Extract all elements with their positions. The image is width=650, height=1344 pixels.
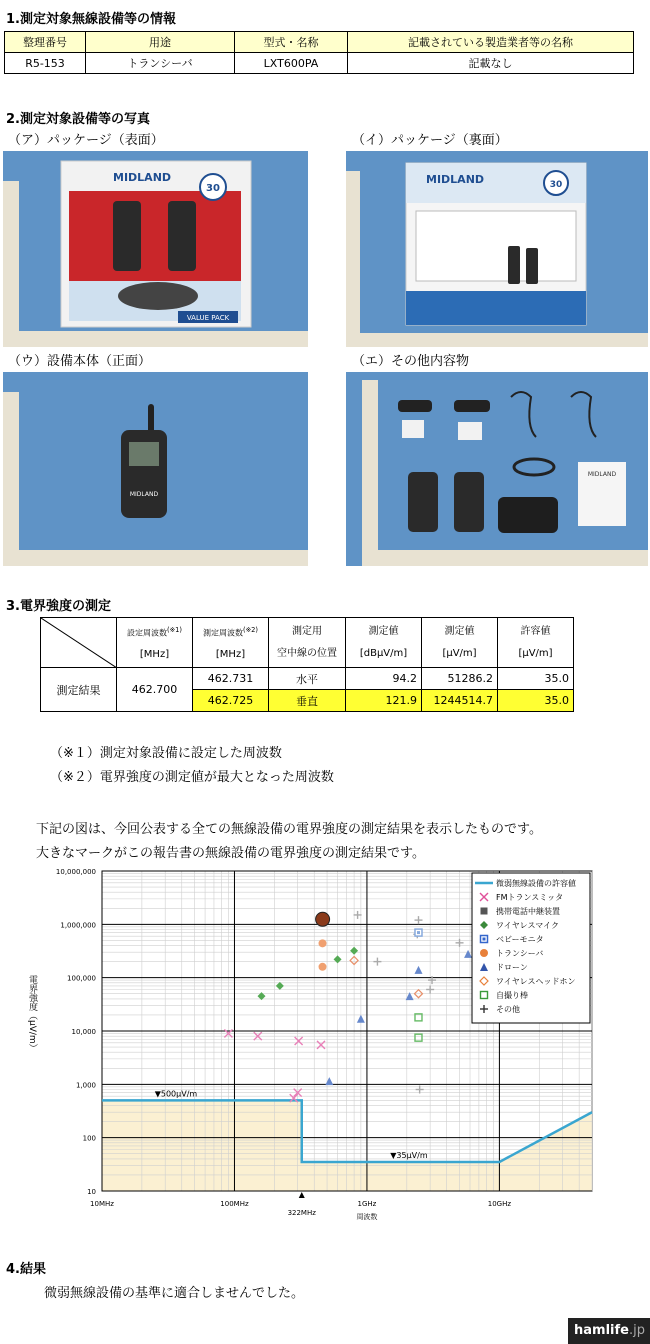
note-2: （※２）電界強度の測定値が最大となった周波数	[50, 770, 334, 785]
cell-usage: トランシーバ	[86, 53, 235, 74]
y-tick-label: 100	[82, 1134, 96, 1143]
cell-model: LXT600PA	[235, 53, 348, 74]
x-tick-label: 100MHz	[220, 1200, 249, 1208]
marker-322-label: 322MHz	[287, 1209, 316, 1217]
legend-symbol	[481, 908, 488, 915]
row1-uv: 51286.2	[422, 668, 498, 690]
section3-title: 3.電界強度の測定	[6, 599, 111, 614]
y-tick-label: 10,000	[71, 1028, 96, 1036]
photo-c-brand: MIDLAND	[129, 491, 159, 498]
header-uv: 測定値 [μV/m]	[422, 618, 498, 668]
photo-c-caption: （ウ）設備本体（正面）	[8, 354, 152, 369]
note-1: （※１）測定対象設備に設定した周波数	[50, 746, 282, 761]
x-tick-label: 10GHz	[487, 1200, 512, 1208]
equipment-info-table	[4, 31, 634, 74]
x-axis-label: 周波数	[356, 1213, 378, 1221]
cell-manufacturer: 記載なし	[348, 53, 634, 74]
photo-b-badge: 30	[549, 180, 563, 190]
y-tick-label: 1,000,000	[60, 921, 96, 930]
row2-uv: 1244514.7	[422, 690, 498, 712]
row2-allow: 35.0	[498, 690, 574, 712]
section2-title: 2.測定対象設備等の写真	[6, 112, 150, 127]
y-axis-label: 電界強度（μV/m）	[27, 975, 37, 1053]
x-tick-label: 10MHz	[90, 1200, 114, 1208]
row1-allow: 35.0	[498, 668, 574, 690]
corner-cell	[41, 618, 117, 668]
legend-symbol-inner	[483, 938, 486, 941]
hamlife-logo: hamlife.jp	[568, 1318, 650, 1344]
legend-label: ドローン	[496, 963, 528, 972]
annotation-500: ▼500μV/m	[154, 1089, 198, 1099]
data-point	[319, 963, 327, 971]
photo-a-caption: （ア）パッケージ（表面）	[8, 133, 164, 148]
y-tick-label: 10	[87, 1188, 96, 1196]
paragraph-line-2: 大きなマークがこの報告書の無線設備の電界強度の測定結果です。	[36, 846, 425, 861]
row2-freq: 462.725	[193, 690, 269, 712]
header-meas-freq: 測定周波数$^{(※2)}$ [MHz]	[193, 618, 269, 668]
header-allow: 許容値 [μV/m]	[498, 618, 574, 668]
row2-dbuv: 121.9	[346, 690, 422, 712]
photo-d-brand: MIDLAND	[587, 471, 617, 478]
photo-d-caption: （エ）その他内容物	[352, 354, 470, 369]
section4-title: 4.結果	[6, 1262, 46, 1277]
y-tick-label: 10,000,000	[55, 868, 96, 876]
legend-label: FMトランスミッタ	[496, 893, 564, 902]
legend-label: ワイヤレスヘッドホン	[496, 977, 576, 986]
x-tick-label: 1GHz	[357, 1200, 377, 1208]
highlight-point	[316, 912, 330, 926]
photo-a-banner: VALUE PACK	[186, 314, 230, 322]
chart-svg	[20, 865, 598, 1225]
row2-pos: 垂直	[269, 690, 346, 712]
photo-b-caption: （イ）パッケージ（裏面）	[352, 133, 508, 148]
cell-number: R5-153	[5, 53, 86, 74]
photo-device-front	[3, 372, 308, 566]
annotation-35: ▼35μV/m	[390, 1150, 428, 1160]
row1-pos: 水平	[269, 668, 346, 690]
row1-freq: 462.731	[193, 668, 269, 690]
row1-dbuv: 94.2	[346, 668, 422, 690]
photo-a-badge: 30	[206, 183, 220, 194]
header-model: 型式・名称	[235, 32, 348, 53]
legend-label: 微弱無線設備の許容値	[496, 879, 576, 888]
photo-package-front	[3, 151, 308, 347]
field-strength-chart	[20, 865, 598, 1225]
header-set-freq: 設定周波数$^{(※1)}$ [MHz]	[117, 618, 193, 668]
legend-label: 自撮り棒	[496, 991, 528, 1000]
section1-title: 1.測定対象無線設備等の情報	[6, 12, 176, 27]
photo-package-back	[346, 151, 648, 347]
legend-label: ベビーモニタ	[496, 935, 544, 944]
legend-label: ワイヤレスマイク	[496, 921, 559, 930]
header-usage: 用途	[86, 32, 235, 53]
header-number: 整理番号	[5, 32, 86, 53]
photo-contents	[346, 372, 648, 566]
legend-label: トランシーバ	[496, 949, 544, 958]
legend-symbol	[480, 949, 488, 957]
y-tick-label: 100,000	[67, 974, 96, 983]
marker-322-arrow	[299, 1192, 305, 1198]
data-point	[319, 939, 327, 947]
legend-label: 携帯電話中継装置	[496, 907, 560, 916]
photo-a-brand: MIDLAND	[113, 171, 172, 184]
result-label: 測定結果	[41, 668, 117, 712]
result-text: 微弱無線設備の基準に適合しませんでした。	[44, 1286, 305, 1301]
header-manufacturer: 記載されている製造業者等の名称	[348, 32, 634, 53]
y-tick-label: 1,000	[75, 1081, 96, 1090]
header-antenna: 測定用 空中線の位置	[269, 618, 346, 668]
data-point-inner	[417, 931, 420, 934]
measurement-table	[40, 617, 574, 712]
legend-label: その他	[496, 1005, 520, 1014]
header-dbuv: 測定値 [dBμV/m]	[346, 618, 422, 668]
set-frequency: 462.700	[117, 668, 193, 712]
photo-b-brand: MIDLAND	[426, 173, 485, 186]
paragraph-line-1: 下記の図は、今回公表する全ての無線設備の電界強度の測定結果を表示したものです。	[36, 822, 542, 837]
